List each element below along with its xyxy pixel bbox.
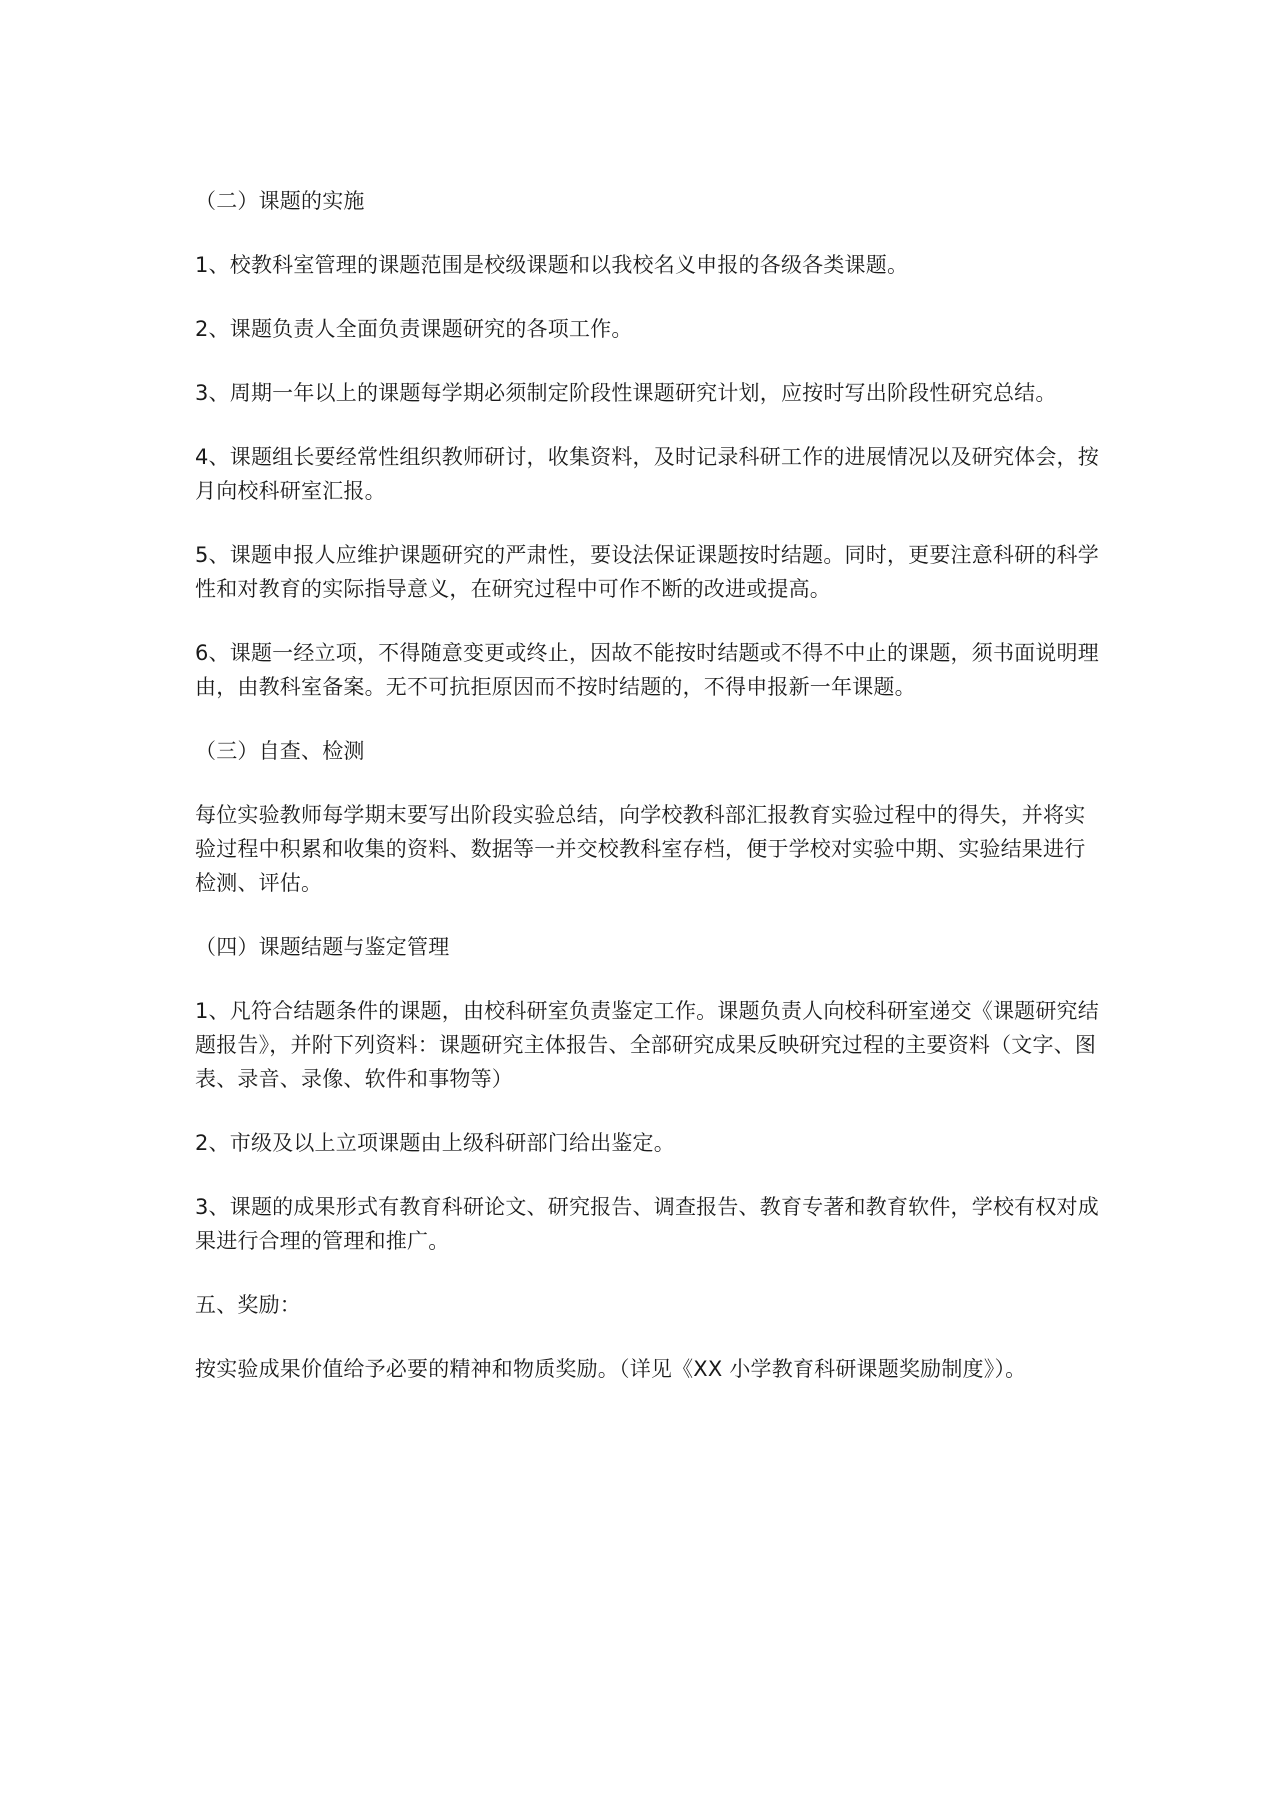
paragraph-implementation-1: 1、校教科室管理的课题范围是校级课题和以我校名义申报的各级各类课题。 bbox=[195, 253, 909, 277]
section-heading-implementation: （二）课题的实施 bbox=[195, 189, 365, 213]
paragraph-conclusion-3: 3、课题的成果形式有教育科研论文、研究报告、调查报告、教育专著和教育软件，学校有权对成果进行合理的管理和推广。 bbox=[195, 1195, 1099, 1253]
paragraph-implementation-5: 5、课题申报人应维护课题研究的严肃性，要设法保证课题按时结题。同时，更要注意科研的科学性和对教育的实际指导意义，在研究过程中可作不断的改进或提高。 bbox=[195, 543, 1099, 601]
document-page bbox=[195, 184, 1100, 1386]
section-heading-reward: 五、奖励： bbox=[195, 1293, 301, 1317]
section-heading-conclusion: （四）课题结题与鉴定管理 bbox=[195, 935, 450, 959]
section-heading-self-check: （三）自查、检测 bbox=[195, 739, 365, 763]
paragraph-implementation-3: 3、周期一年以上的课题每学期必须制定阶段性课题研究计划，应按时写出阶段性研究总结。 bbox=[195, 381, 1057, 405]
paragraph-conclusion-1: 1、凡符合结题条件的课题，由校科研室负责鉴定工作。课题负责人向校科研室递交《课题研究结题报告》，并附下列资料：课题研究主体报告、全部研究成果反映研究过程的主要资料（文字、图表、录音、录像、软件和事物等） bbox=[195, 999, 1099, 1091]
paragraph-reward: 按实验成果价值给予必要的精神和物质奖励。（详见《XX 小学教育科研课题奖励制度》）。 bbox=[195, 1357, 1027, 1381]
paragraph-conclusion-2: 2、市级及以上立项课题由上级科研部门给出鉴定。 bbox=[195, 1131, 675, 1155]
paragraph-self-check: 每位实验教师每学期末要写出阶段实验总结，向学校教科部汇报教育实验过程中的得失，并将实验过程中积累和收集的资料、数据等一并交校教科室存档，便于学校对实验中期、实验结果进行检测、评估。 bbox=[195, 803, 1086, 895]
paragraph-implementation-4: 4、课题组长要经常性组织教师研讨，收集资料，及时记录科研工作的进展情况以及研究体会，按月向校科研室汇报。 bbox=[195, 445, 1099, 503]
paragraph-implementation-6: 6、课题一经立项，不得随意变更或终止，因故不能按时结题或不得不中止的课题，须书面说明理由，由教科室备案。无不可抗拒原因而不按时结题的，不得申报新一年课题。 bbox=[195, 641, 1099, 699]
paragraph-implementation-2: 2、课题负责人全面负责课题研究的各项工作。 bbox=[195, 317, 633, 341]
